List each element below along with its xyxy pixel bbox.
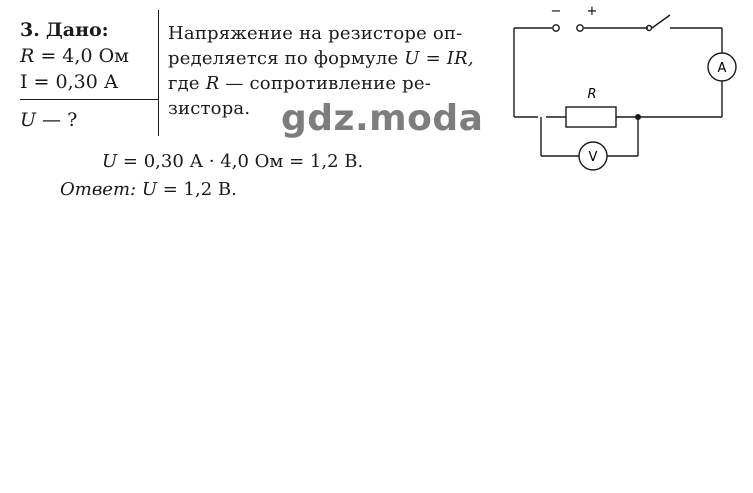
given-value: = 0,30 А [27, 71, 119, 93]
find-unknown [20, 108, 77, 133]
explanation-text: где [168, 73, 206, 94]
plus-label: + [586, 4, 598, 19]
given-symbol: R [20, 45, 35, 67]
resistor-symbol [566, 107, 616, 127]
junction-node [635, 114, 641, 120]
problem-number: 3. [20, 19, 40, 41]
terminal-plus [577, 25, 583, 31]
resistor-label: R [587, 87, 597, 102]
given-separator [158, 10, 159, 136]
explanation-line-2 [168, 46, 474, 71]
find-value: — ? [36, 109, 78, 131]
explanation-line-4: зистора. [168, 98, 251, 119]
given-value: = 4,0 Ом [34, 45, 129, 67]
answer-line [60, 178, 237, 202]
find-symbol: U [20, 109, 37, 131]
answer-value: = 1,2 В. [157, 179, 237, 200]
voltmeter-label: V [588, 150, 598, 165]
terminal-minus [553, 25, 559, 31]
explanation-line-3 [168, 71, 431, 96]
explanation-text: — сопротивление ре- [219, 73, 431, 94]
given-symbol: I [20, 71, 28, 93]
calc-symbol: U [102, 151, 118, 172]
given-label: Дано: [45, 19, 109, 41]
formula: U = IR, [404, 48, 474, 69]
problem-header [20, 18, 109, 43]
answer-symbol: U [141, 179, 157, 200]
given-divider [20, 99, 158, 100]
given-resistance [20, 44, 129, 69]
resistance-symbol: R [205, 73, 220, 94]
explanation-line-1: Напряжение на резисторе оп- [168, 23, 463, 44]
calc-expression: = 0,30 А · 4,0 Ом = 1,2 В. [117, 151, 364, 172]
watermark: gdz.moda [281, 98, 484, 139]
circuit-diagram [500, 0, 753, 200]
switch-lever [652, 15, 670, 28]
explanation-text: ределяется по формуле [168, 48, 405, 69]
minus-label: − [550, 4, 562, 19]
ammeter-label: A [717, 61, 727, 76]
answer-label: Ответ: [60, 179, 137, 200]
given-current [20, 70, 118, 95]
calculation-line [102, 150, 363, 174]
